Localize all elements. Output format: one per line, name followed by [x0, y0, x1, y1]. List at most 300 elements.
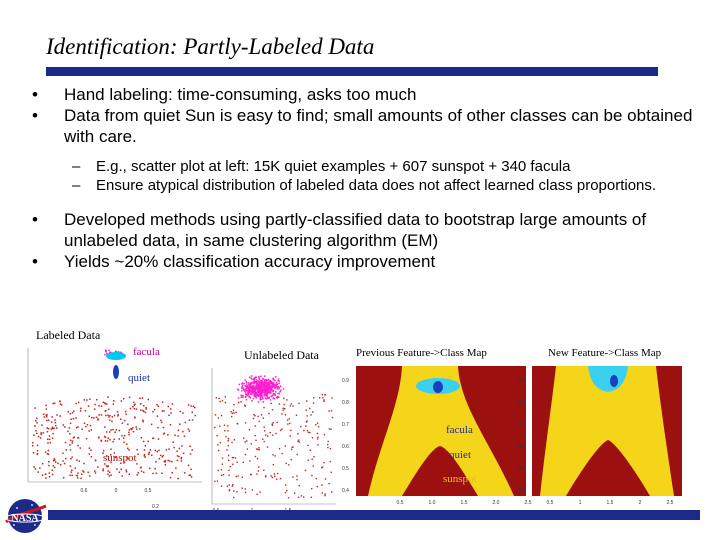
unlabeled-point [246, 440, 247, 441]
unlabeled-point [255, 440, 256, 441]
sunspot-point [127, 448, 129, 450]
sunspot-point [165, 464, 167, 466]
sunspot-point [108, 437, 110, 439]
sunspot-point [150, 449, 152, 451]
sunspot-point [190, 405, 192, 407]
previous-map-title: Previous Feature->Class Map [356, 347, 487, 359]
unlabeled-point [236, 491, 237, 492]
unlabeled-point [223, 474, 224, 475]
sunspot-point [73, 418, 75, 420]
x-tick-label: 0 [114, 488, 118, 494]
unlabeled-point [311, 488, 312, 489]
sunspot-point [70, 465, 72, 467]
unlabeled-facula-point [254, 380, 256, 382]
unlabeled-point [327, 444, 328, 445]
sunspot-point [152, 473, 154, 475]
sunspot-point [143, 405, 145, 407]
sunspot-point [106, 403, 108, 405]
unlabeled-facula-point [245, 393, 247, 395]
unlabeled-facula-point [239, 384, 241, 386]
sunspot-point [105, 410, 107, 412]
unlabeled-point [327, 447, 328, 448]
footer-bar [48, 510, 700, 520]
sunspot-point [141, 437, 143, 439]
sunspot-point [145, 408, 147, 410]
sunspot-point [169, 460, 171, 462]
unlabeled-point [267, 446, 268, 447]
sunspot-point [68, 411, 70, 413]
unlabeled-point [258, 470, 259, 471]
sunspot-point [109, 431, 111, 433]
unlabeled-facula-point [254, 390, 256, 392]
sunspot-point [37, 450, 39, 452]
sunspot-point [55, 461, 57, 463]
sunspot-point [162, 410, 164, 412]
sunspot-point [178, 456, 180, 458]
sunspot-point [53, 428, 55, 430]
sunspot-point [119, 472, 121, 474]
sunspot-point [75, 467, 77, 469]
sunspot-point [173, 447, 175, 449]
sunspot-point [72, 412, 74, 414]
unlabeled-facula-point [259, 386, 261, 388]
sunspot-point [110, 449, 112, 451]
unlabeled-facula-point [263, 378, 265, 380]
unlabeled-facula-point [275, 391, 277, 393]
unlabeled-facula-point [251, 378, 253, 380]
sunspot-point [142, 397, 144, 399]
sunspot-point [151, 424, 153, 426]
unlabeled-facula-point [261, 394, 263, 396]
map-core-region [433, 381, 443, 393]
unlabeled-point [233, 410, 234, 411]
unlabeled-facula-point [245, 388, 247, 390]
sunspot-point [77, 445, 79, 447]
sunspot-point [70, 458, 72, 460]
sub-bullet-marker: – [72, 158, 81, 175]
unlabeled-point [221, 469, 222, 470]
sunspot-point [167, 434, 169, 436]
sunspot-point [158, 406, 160, 408]
unlabeled-facula-point [246, 399, 248, 401]
sunspot-point [106, 465, 108, 467]
unlabeled-point [312, 437, 313, 438]
sunspot-point [52, 469, 54, 471]
unlabeled-facula-point [242, 397, 244, 399]
sunspot-point [88, 430, 90, 432]
unlabeled-point [279, 403, 280, 404]
unlabeled-point [307, 445, 308, 446]
bullet-text: Developed methods using partly-classified data to bootstrap large amounts of unlabeled data, in same clustering algorithm (EM) [64, 210, 647, 250]
sunspot-point [45, 415, 47, 417]
new-y-ticks [518, 378, 525, 494]
sunspot-point [76, 459, 78, 461]
unlabeled-point [328, 410, 329, 411]
unlabeled-point [300, 426, 301, 427]
sunspot-point [80, 478, 82, 480]
unlabeled-point [229, 484, 230, 485]
unlabeled-point [272, 423, 273, 424]
sunspot-point [85, 410, 87, 412]
sunspot-point [70, 423, 72, 425]
sunspot-point [80, 447, 82, 449]
sunspot-point [72, 442, 74, 444]
sunspot-point [106, 431, 108, 433]
sunspot-point [168, 406, 170, 408]
unlabeled-point [289, 423, 290, 424]
svg-text:NASA: NASA [11, 513, 39, 524]
sunspot-point [162, 401, 164, 403]
sunspot-point [119, 438, 121, 440]
unlabeled-facula-point [283, 388, 285, 390]
unlabeled-point [259, 492, 260, 493]
unlabeled-facula-point [244, 379, 246, 381]
unlabeled-facula-point [248, 394, 250, 396]
sunspot-point [102, 470, 104, 472]
unlabeled-point [235, 412, 236, 413]
sunspot-point [48, 420, 50, 422]
sunspot-point [90, 450, 92, 452]
unlabeled-point [275, 433, 276, 434]
sunspot-point [110, 474, 112, 476]
unlabeled-point [228, 460, 229, 461]
unlabeled-point [291, 459, 292, 460]
unlabeled-point [245, 422, 246, 423]
sunspot-point [122, 423, 124, 425]
new-map-core-region [610, 375, 618, 387]
unlabeled-point [297, 441, 298, 442]
unlabeled-point [219, 426, 220, 427]
sunspot-point [49, 435, 51, 437]
sunspot-point [32, 442, 34, 444]
sunspot-point [121, 400, 123, 402]
sunspot-point [129, 397, 131, 399]
unlabeled-facula-point [260, 376, 262, 378]
unlabeled-facula-point [262, 398, 264, 400]
unlabeled-point [313, 456, 314, 457]
unlabeled-point [307, 430, 308, 431]
unlabeled-facula-point [265, 386, 267, 388]
unlabeled-facula-point [260, 399, 262, 401]
sunspot-point [77, 472, 79, 474]
unlabeled-point [271, 403, 272, 404]
unlabeled-point [324, 434, 325, 435]
sunspot-point [112, 416, 114, 418]
unlabeled-facula-point [280, 386, 282, 388]
facula-point [108, 350, 110, 352]
unlabeled-point [287, 423, 288, 424]
y-tick-label: 0.5 [342, 466, 349, 472]
unlabeled-facula-point [246, 382, 248, 384]
unlabeled-point [217, 480, 218, 481]
sunspot-point [185, 422, 187, 424]
sunspot-point [128, 434, 130, 436]
sunspot-point [36, 417, 38, 419]
bullet-item [28, 84, 708, 105]
sunspot-point [87, 472, 89, 474]
unlabeled-point [321, 467, 322, 468]
unlabeled-point [218, 450, 219, 451]
unlabeled-point [252, 489, 253, 490]
unlabeled-facula-point [279, 380, 281, 382]
unlabeled-point [214, 427, 215, 428]
unlabeled-facula-point [266, 384, 268, 386]
sunspot-point [113, 400, 115, 402]
sunspot-point [191, 476, 193, 478]
sunspot-point [109, 439, 111, 441]
unlabeled-point [303, 430, 304, 431]
sunspot-point [134, 405, 136, 407]
y-tick-label: 0.6 [342, 444, 349, 450]
sunspot-point [157, 415, 159, 417]
unlabeled-facula-point [264, 375, 266, 377]
sunspot-point [126, 443, 128, 445]
unlabeled-point [311, 497, 312, 498]
sunspot-point [181, 458, 183, 460]
unlabeled-point [322, 492, 323, 493]
unlabeled-point [317, 438, 318, 439]
sunspot-point [65, 458, 67, 460]
sunspot-point [69, 433, 71, 435]
unlabeled-point [292, 476, 293, 477]
unlabeled-point [243, 438, 244, 439]
sunspot-point [120, 418, 122, 420]
sunspot-point [77, 475, 79, 477]
sunspot-point [189, 419, 191, 421]
unlabeled-facula-point [253, 385, 255, 387]
sunspot-point [135, 426, 137, 428]
unlabeled-point [233, 497, 234, 498]
unlabeled-point [263, 417, 264, 418]
sunspot-points [32, 396, 196, 479]
sunspot-point [54, 419, 56, 421]
unlabeled-point [305, 425, 306, 426]
unlabeled-facula-point [241, 395, 243, 397]
unlabeled-point [250, 474, 251, 475]
sunspot-point [145, 456, 147, 458]
unlabeled-point [286, 463, 287, 464]
sunspot-point [170, 424, 172, 426]
sunspot-point [171, 461, 173, 463]
unlabeled-facula-point [261, 385, 263, 387]
sunspot-point [163, 410, 165, 412]
unlabeled-facula-point [242, 395, 244, 397]
unlabeled-facula-point [258, 377, 260, 379]
sunspot-point [104, 426, 106, 428]
unlabeled-facula-point [249, 377, 251, 379]
sunspot-point [164, 461, 166, 463]
unlabeled-facula-point [259, 395, 261, 397]
sunspot-point [177, 460, 179, 462]
sunspot-point [62, 453, 64, 455]
unlabeled-facula-point [279, 383, 281, 385]
unlabeled-point [238, 402, 239, 403]
unlabeled-point [296, 415, 297, 416]
unlabeled-point [312, 411, 313, 412]
unlabeled-point [243, 462, 244, 463]
unlabeled-point [263, 470, 264, 471]
sunspot-point [95, 472, 97, 474]
unlabeled-point [234, 439, 235, 440]
sunspot-point [43, 432, 45, 434]
unlabeled-facula-point [258, 376, 260, 378]
unlabeled-point [285, 445, 286, 446]
sub-bullet-marker: – [72, 177, 81, 194]
sunspot-point [34, 407, 36, 409]
sunspot-point [111, 421, 113, 423]
sunspot-point [179, 448, 181, 450]
sunspot-point [84, 399, 86, 401]
unlabeled-point [237, 475, 238, 476]
sunspot-point [62, 460, 64, 462]
sunspot-point [40, 437, 42, 439]
labeled-facula-label: facula [133, 346, 160, 358]
sunspot-point [71, 475, 73, 477]
unlabeled-point [310, 450, 311, 451]
sunspot-point [179, 423, 181, 425]
labeled-x-ticks [81, 488, 152, 494]
sunspot-point [112, 441, 114, 443]
unlabeled-point [258, 447, 259, 448]
unlabeled-point [281, 413, 282, 414]
sunspot-point [101, 414, 103, 416]
sunspot-point [97, 418, 99, 420]
sunspot-point [89, 416, 91, 418]
sunspot-point [57, 463, 59, 465]
unlabeled-point [272, 409, 273, 410]
sunspot-point [45, 405, 47, 407]
unlabeled-point [292, 446, 293, 447]
unlabeled-point [323, 462, 324, 463]
new-class-map [516, 362, 700, 510]
sunspot-point [46, 420, 48, 422]
sunspot-point [181, 445, 183, 447]
unlabeled-facula-point [277, 393, 279, 395]
sunspot-point [67, 431, 69, 433]
sunspot-point [47, 453, 49, 455]
sunspot-point [155, 461, 157, 463]
unlabeled-point [272, 434, 273, 435]
unlabeled-point [308, 432, 309, 433]
sunspot-point [33, 466, 35, 468]
unlabeled-facula-point [245, 385, 247, 387]
unlabeled-point [283, 409, 284, 410]
unlabeled-point [264, 426, 265, 427]
sunspot-point [126, 469, 128, 471]
facula-point [104, 354, 106, 356]
sunspot-point [123, 398, 125, 400]
sunspot-point [105, 415, 107, 417]
sunspot-point [48, 450, 50, 452]
sunspot-point [94, 404, 96, 406]
unlabeled-point [218, 417, 219, 418]
slide-title: Identification: Partly-Labeled Data [46, 34, 375, 59]
unlabeled-point [299, 441, 300, 442]
sunspot-point [194, 407, 196, 409]
sunspot-point [121, 469, 123, 471]
unlabeled-facula-point [257, 394, 259, 396]
bullet-marker: • [32, 252, 38, 271]
sunspot-point [145, 407, 147, 409]
sunspot-point [159, 458, 161, 460]
sunspot-point [148, 453, 150, 455]
unlabeled-facula-point [277, 383, 279, 385]
sunspot-point [84, 423, 86, 425]
sunspot-point [151, 455, 153, 457]
unlabeled-facula-point [258, 401, 260, 403]
sunspot-point [117, 411, 119, 413]
sunspot-point [60, 415, 62, 417]
sunspot-point [183, 453, 185, 455]
sunspot-point [170, 477, 172, 479]
unlabeled-point [310, 414, 311, 415]
unlabeled-point [259, 449, 260, 450]
sunspot-point [144, 455, 146, 457]
sunspot-point [136, 428, 138, 430]
unlabeled-point [309, 432, 310, 433]
unlabeled-point [285, 414, 286, 415]
unlabeled-point [242, 477, 243, 478]
unlabeled-point [324, 495, 325, 496]
sunspot-point [124, 435, 126, 437]
unlabeled-point [272, 477, 273, 478]
unlabeled-point [317, 423, 318, 424]
unlabeled-facula-point [261, 383, 263, 385]
unlabeled-facula-point [262, 390, 264, 392]
unlabeled-facula-point [241, 390, 243, 392]
sunspot-point [42, 463, 44, 465]
sunspot-point [75, 403, 77, 405]
sunspot-point [140, 409, 142, 411]
facula-point [105, 350, 107, 352]
unlabeled-point [285, 492, 286, 493]
unlabeled-facula-point [260, 382, 262, 384]
sunspot-point [69, 444, 71, 446]
sunspot-point [170, 408, 172, 410]
unlabeled-point [272, 454, 273, 455]
bullet-text: Data from quiet Sun is easy to find; small amounts of other classes can be obtained with care. [64, 106, 693, 146]
unlabeled-point [256, 473, 257, 474]
sunspot-point [45, 451, 47, 453]
unlabeled-facula-point [273, 384, 275, 386]
unlabeled-point [290, 430, 291, 431]
unlabeled-point [232, 413, 233, 414]
unlabeled-facula-point [266, 398, 268, 400]
sunspot-point [189, 430, 191, 432]
sunspot-point [165, 460, 167, 462]
unlabeled-point [255, 456, 256, 457]
sunspot-point [52, 437, 54, 439]
sunspot-point [71, 419, 73, 421]
unlabeled-facula-point [245, 397, 247, 399]
unlabeled-point [273, 464, 274, 465]
labeled-scatter-plot [6, 342, 206, 510]
sunspot-point [71, 457, 73, 459]
bullet-list [28, 84, 708, 272]
unlabeled-point [214, 481, 215, 482]
sunspot-point [80, 408, 82, 410]
bullet-marker: • [32, 210, 38, 229]
unlabeled-point [257, 416, 258, 417]
unlabeled-point [317, 444, 318, 445]
unlabeled-facula-point [275, 376, 277, 378]
x-tick-label: 2.0 [492, 500, 500, 506]
sunspot-point [108, 416, 110, 418]
sunspot-point [163, 433, 165, 435]
unlabeled-facula-point [271, 381, 273, 383]
sunspot-point [143, 441, 145, 443]
unlabeled-data-title: Unlabeled Data [244, 348, 319, 362]
